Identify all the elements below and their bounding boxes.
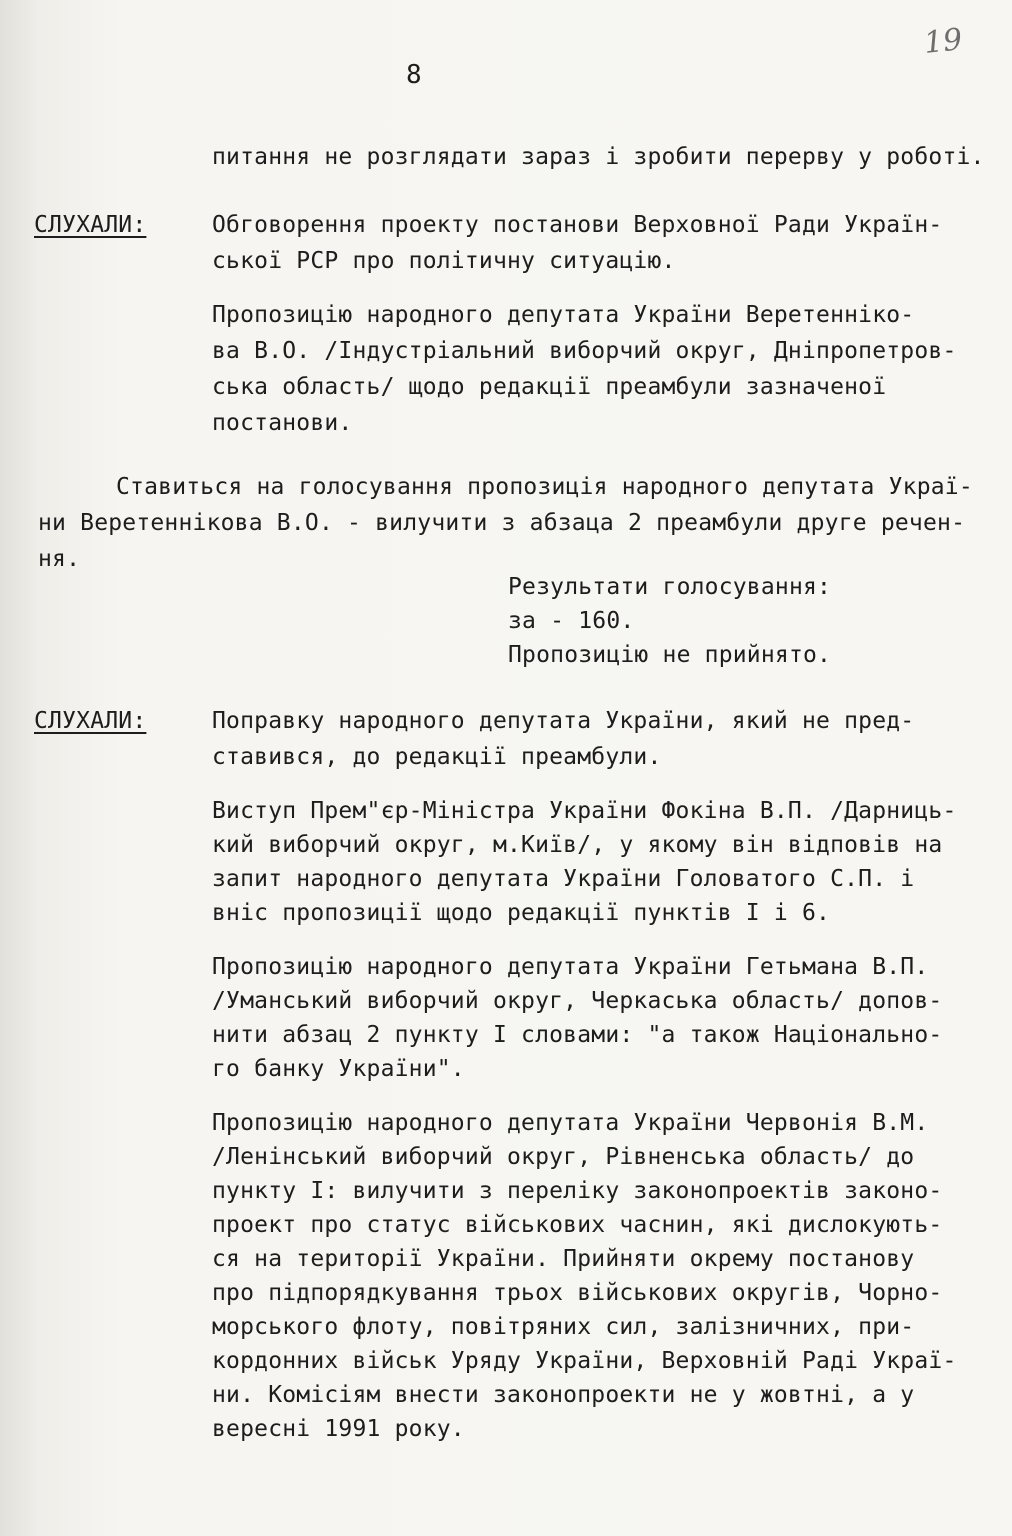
vote-text-line: Ставиться на голосування пропозиція народного депутата Украї- bbox=[116, 474, 973, 500]
chervonii-proposal-line: пункту І: вилучити з переліку законопроектів законо- bbox=[212, 1178, 943, 1204]
vote-results-count: за - 160. bbox=[508, 608, 635, 634]
chervonii-proposal-line: про підпорядкування трьох військових округів, Чорно- bbox=[212, 1280, 943, 1306]
speech-line: кий виборчий округ, м.Київ/, у якому він відповів на bbox=[212, 832, 943, 858]
chervonii-proposal-line: морського флоту, повітряних сил, залізничних, при- bbox=[212, 1314, 915, 1340]
item2-line: Поправку народного депутата України, який не пред- bbox=[212, 708, 915, 734]
speech-line: вніс пропозиції щодо редакції пунктів І і 6. bbox=[212, 900, 831, 926]
page-number: 8 bbox=[406, 60, 422, 90]
vote-text-line: ня. bbox=[38, 546, 81, 572]
chervonii-proposal-line: ся на території України. Прийняти окрему постанову bbox=[212, 1246, 915, 1272]
chervonii-proposal-line: ни. Комісіям внести законопроекти не у жовтні, а у bbox=[212, 1382, 915, 1408]
vote-results-outcome: Пропозицію не прийнято. bbox=[508, 642, 832, 668]
heard-label-1: СЛУХАЛИ: bbox=[34, 212, 147, 238]
item1-proposal-line: ва В.О. /Індустріальний виборчий округ, Дніпропетров- bbox=[212, 338, 957, 364]
hetman-proposal-line: го банку України". bbox=[212, 1056, 465, 1082]
item1-line: Обговорення проекту постанови Верховної Ради Україн- bbox=[212, 212, 943, 238]
chervonii-proposal-line: /Ленінський виборчий округ, Рівненська область/ до bbox=[212, 1144, 915, 1170]
item2-line: ставився, до редакції преамбули. bbox=[212, 744, 662, 770]
item1-proposal-line: Пропозицію народного депутата України Веретеннікo- bbox=[212, 302, 915, 328]
hetman-proposal-line: Пропозицію народного депутата України Гетьмана В.П. bbox=[212, 954, 929, 980]
chervonii-proposal-line: проект про статус військових часнин, які дислокують- bbox=[212, 1212, 943, 1238]
item1-line: ської РСР про політичну ситуацію. bbox=[212, 248, 676, 274]
vote-text-line: ни Веретеннікова В.О. - вилучити з абзаца 2 преамбули друге речен- bbox=[38, 510, 966, 536]
item1-proposal-line: ська область/ щодо редакції преамбули зазначеної bbox=[212, 374, 887, 400]
chervonii-proposal-line: кордонних військ Уряду України, Верховній Раді Украї- bbox=[212, 1348, 957, 1374]
item1-proposal-line: постанови. bbox=[212, 410, 353, 436]
chervonii-proposal-line: вересні 1991 року. bbox=[212, 1416, 465, 1442]
archive-page-mark: 19 bbox=[922, 22, 964, 61]
hetman-proposal-line: нити абзац 2 пункту І словами: "а також Національно- bbox=[212, 1022, 943, 1048]
hetman-proposal-line: /Уманський виборчий округ, Черкаська область/ допов- bbox=[212, 988, 943, 1014]
continuation-line: питання не розглядати зараз і зробити перерву у роботі. bbox=[212, 144, 985, 170]
speech-line: запит народного депутата України Головатого С.П. і bbox=[212, 866, 915, 892]
heard-label-2: СЛУХАЛИ: bbox=[34, 708, 147, 734]
speech-line: Виступ Прем"єр-Міністра України Фокіна В.П. /Дарниць- bbox=[212, 798, 957, 824]
vote-results-title: Результати голосування: bbox=[508, 574, 832, 600]
chervonii-proposal-line: Пропозицію народного депутата України Червонія В.М. bbox=[212, 1110, 929, 1136]
